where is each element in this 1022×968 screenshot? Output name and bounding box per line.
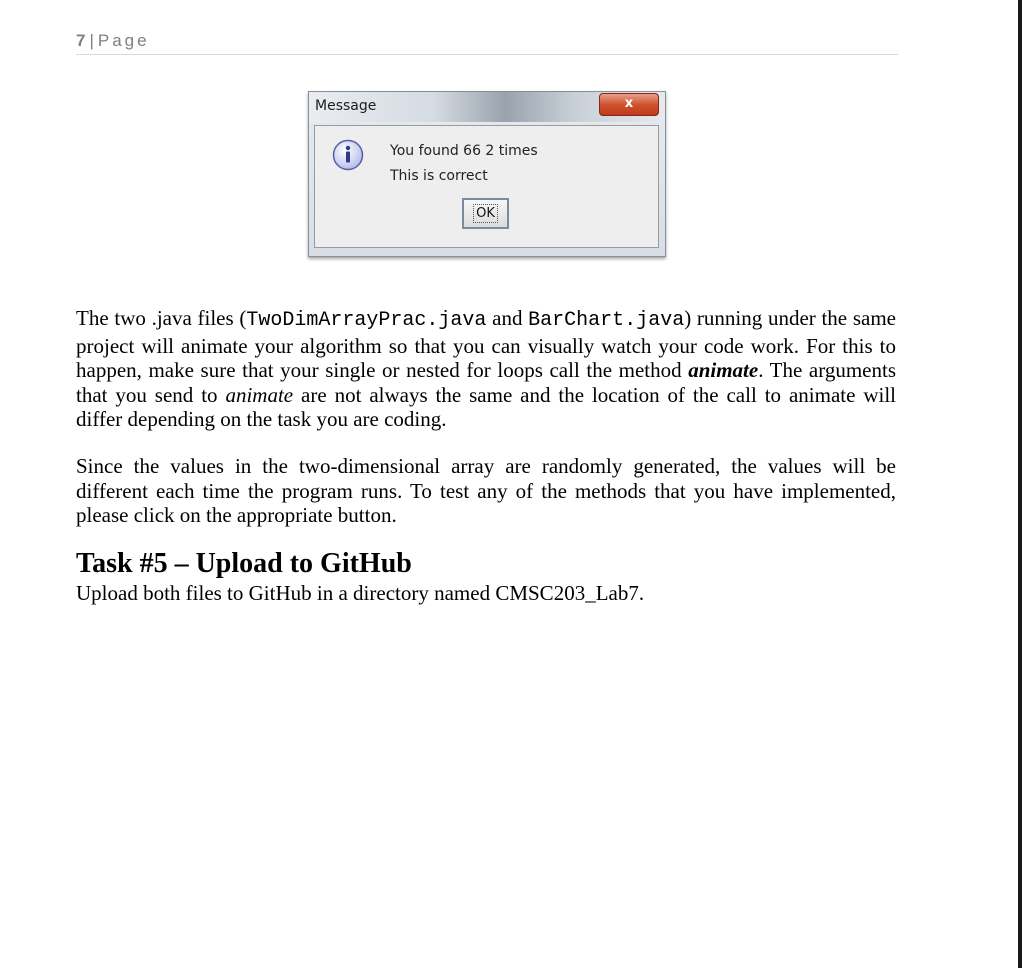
message-dialog (308, 91, 666, 257)
paragraph-text: and (486, 306, 529, 330)
paragraph-text: ) running under the same project will animate your algorithm so that you can visually watch your code work. For this to happen, make sure that your single or nested for loops call the method (76, 306, 896, 382)
dialog-title: Message (315, 98, 377, 114)
page-header (76, 30, 898, 55)
dialog-close-button[interactable]: x (599, 93, 659, 116)
task-text: Upload both files to GitHub in a directory named CMSC203_Lab7. (76, 581, 645, 605)
filename-twodimarrayprac: TwoDimArrayPrac.java (246, 309, 487, 332)
page-number: 7 (76, 31, 86, 50)
dialog-content (314, 125, 659, 248)
paragraph-text: are not always the same and the location of the call to animate will differ depending on the task you are coding. (76, 382, 896, 431)
page-separator: | (89, 31, 94, 50)
paragraph-animate (76, 306, 896, 432)
info-icon (332, 139, 364, 171)
ok-button[interactable] (462, 198, 509, 229)
paragraph-text: The two .java files ( (76, 306, 247, 330)
page-word: Page (97, 31, 150, 50)
method-animate-italic: animate (225, 382, 294, 407)
ok-button-label: OK (473, 204, 498, 223)
paragraph-text: . The arguments that you send to (76, 358, 896, 407)
paragraph-random-values: Since the values in the two-dimensional array are randomly generated, the values will be different each time the program runs. To test any of the methods that you have implemented, please click on the appropriate button. (76, 454, 896, 527)
page-edge (1018, 0, 1022, 968)
task-heading: Task #5 – Upload to GitHub (76, 548, 412, 579)
dialog-message-line-2: This is correct (390, 168, 488, 184)
dialog-titlebar[interactable] (309, 92, 665, 122)
dialog-message-line-1: You found 66 2 times (390, 143, 538, 159)
filename-barchart: BarChart.java (528, 309, 685, 332)
method-animate-bold: animate (688, 358, 759, 382)
